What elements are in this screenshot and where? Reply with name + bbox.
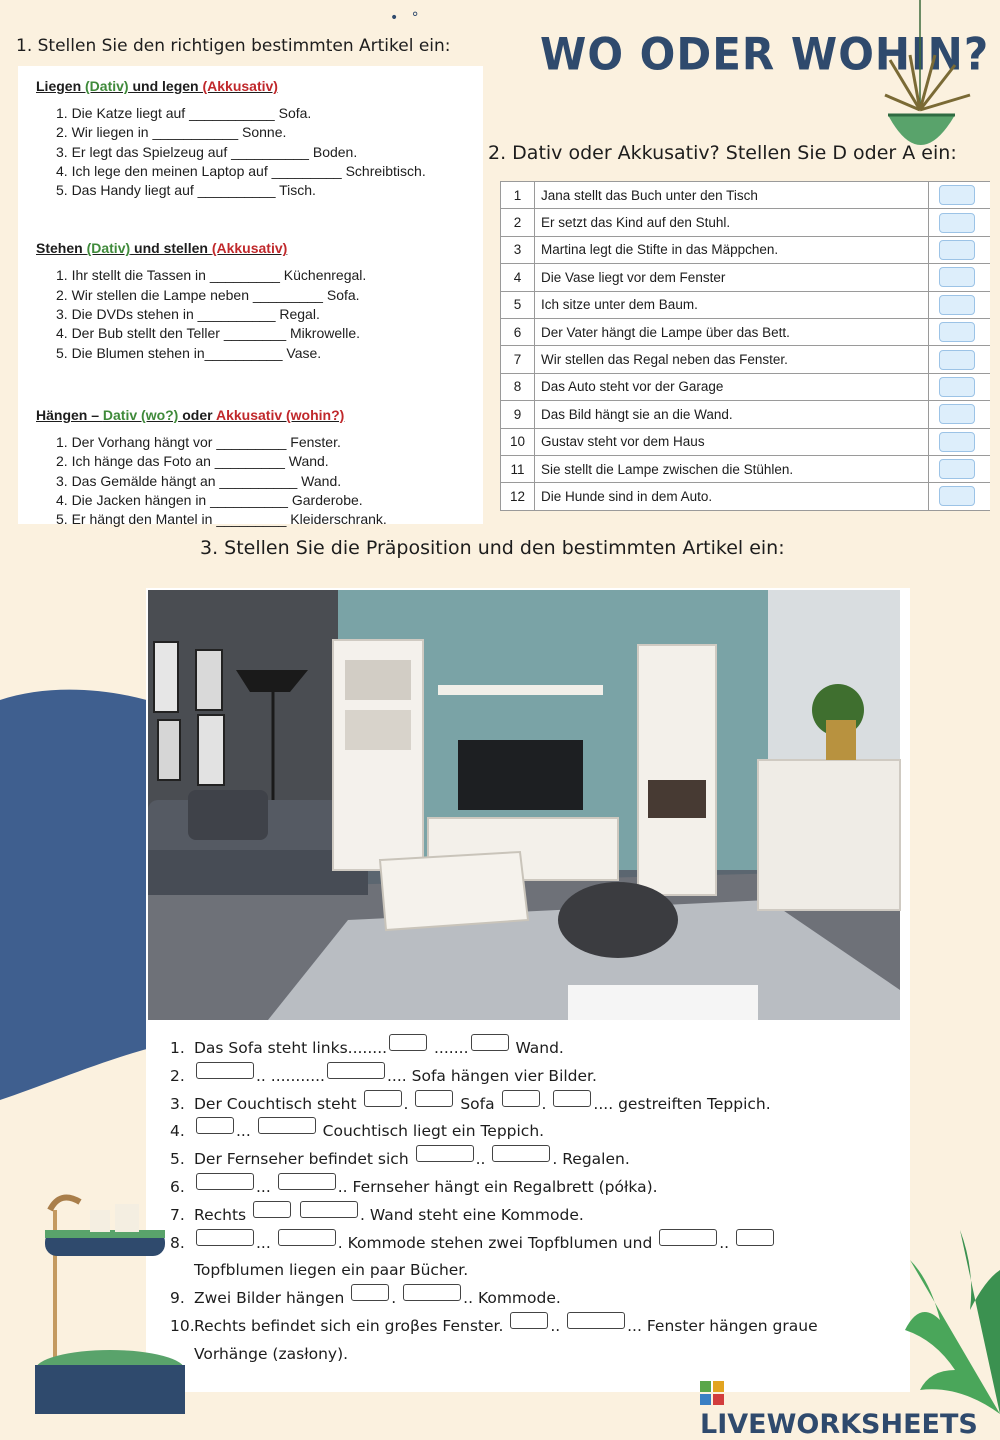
answer-box[interactable] [196,1173,254,1190]
dativ-label: Dativ (wo?) [102,406,179,423]
row-sentence: Wir stellen das Regal neben das Fenster. [535,346,929,373]
task2-heading: 2. Dativ oder Akkusativ? Stellen Sie D oder A ein: [488,142,957,164]
section-title-part: oder [178,406,216,423]
exercise-item: 2. Ich hänge das Foto an _________ Wand. [56,453,329,470]
line-text: Sofa hängen vier Bilder. [411,1066,597,1085]
section-title [36,78,465,94]
answer-cell [928,483,990,510]
line-text: gestreiften Teppich. [618,1094,771,1113]
row-sentence: Der Vater hängt die Lampe über das Bett. [535,318,929,345]
living-room-photo [148,590,900,1020]
answer-box[interactable] [415,1090,453,1107]
line-text: Wand. [515,1039,564,1057]
item-number: 9. [170,1289,185,1308]
exercise-line: 5. Der Fernseher befindet sich .. . Regalen. [170,1146,890,1174]
answer-cell [928,401,990,428]
answer-box[interactable] [659,1229,717,1246]
table-row [501,264,991,291]
line-text: Rechts [194,1205,247,1224]
answer-box[interactable] [253,1201,291,1218]
exercise-item: 4. Die Jacken hängen in __________ Garderobe. [56,491,363,508]
table-row [501,455,991,482]
answer-cell [928,318,990,345]
exercise-line: 1. Das Sofa steht links........ ....... Wand. [170,1035,890,1063]
table-row [501,209,991,236]
answer-cell [928,455,990,482]
answer-input[interactable] [939,240,975,260]
answer-box[interactable] [196,1117,234,1134]
item-number: 6. [170,1177,185,1196]
row-number: 10 [501,428,535,455]
table-row [501,236,991,263]
item-number: 1. [170,1039,185,1057]
line-text: Der Fernseher befindet sich [194,1150,409,1169]
row-number: 5 [501,291,535,318]
logo-icon [700,1381,724,1405]
line-text: Zwei Bilder hängen [194,1289,345,1308]
logo-text: LIVEWORKSHEETS [700,1409,978,1440]
row-number: 11 [501,455,535,482]
exercise-line: 8. ... . Kommode stehen zwei Topfblumen und .. [170,1230,890,1258]
row-number: 12 [501,483,535,510]
line-text: Kommode. [477,1289,561,1308]
row-number: 6 [501,318,535,345]
exercise-line: 4. ... Couchtisch liegt ein Teppich. [170,1118,890,1146]
answer-box[interactable] [502,1090,540,1107]
answer-input[interactable] [939,486,975,506]
row-sentence: Ich sitze unter dem Baum. [535,291,929,318]
exercise-item: 3. Das Gemälde hängt an __________ Wand. [56,472,342,489]
answer-box[interactable] [389,1034,427,1051]
row-sentence: Das Auto steht vor der Garage [535,373,929,400]
exercise-line: 7. Rechts . Wand steht eine Kommode. [170,1202,890,1230]
line-text: Rechts befindet sich ein groβes Fenster. [194,1316,504,1335]
section-title-part: Liegen [36,78,86,94]
answer-cell [928,346,990,373]
item-number: 7. [170,1205,185,1224]
liveworksheets-logo [700,1378,1000,1440]
row-sentence: Die Hunde sind in dem Auto. [535,483,929,510]
row-sentence: Martina legt die Stifte in das Mäppchen. [535,236,929,263]
table-row [501,373,991,400]
task3-exercises [170,1035,890,1369]
section-title-part: Stehen [36,240,87,257]
exercise-item: 2. Wir stellen die Lampe neben _________ Sofa. [56,286,360,303]
page-title: WO ODER WOHIN? [540,28,990,81]
exercise-item: 1. Die Katze liegt auf ___________ Sofa. [56,105,312,121]
table-row [501,428,991,455]
answer-input[interactable] [939,432,975,452]
exercise-item: 1. Ihr stellt die Tassen in _________ Küchenregal. [56,267,367,284]
dativ-label: (Dativ) [86,240,131,257]
exercise-list [56,104,465,200]
answer-input[interactable] [939,295,975,315]
answer-cell [928,428,990,455]
exercise-line-continued: Vorhänge (zasłony). [194,1344,349,1363]
answer-box[interactable] [416,1145,474,1162]
row-number: 9 [501,401,535,428]
answer-input[interactable] [939,267,975,287]
line-text: Fernseher hängt ein Regalbrett (półka). [352,1177,658,1196]
exercise-line: 6. ... .. Fernseher hängt ein Regalbrett (półka). [170,1174,890,1202]
row-sentence: Er setzt das Kind auf den Stuhl. [535,209,929,236]
answer-box[interactable] [196,1229,254,1246]
answer-input[interactable] [939,213,975,233]
exercise-item: 3. Er legt das Spielzeug auf __________ Boden. [56,143,358,160]
exercise-item: 3. Die DVDs stehen in __________ Regal. [56,306,320,323]
line-text: Sofa [460,1094,495,1113]
exercise-item: 5. Er hängt den Mantel in _________ Kleiderschrank. [56,511,387,528]
exercise-item: 4. Ich lege den meinen Laptop auf _________ Schreibtisch. [56,162,426,179]
answer-box[interactable] [510,1312,548,1329]
answer-box[interactable] [553,1090,591,1107]
row-number: 8 [501,373,535,400]
task1-card [18,66,483,528]
row-number: 7 [501,346,535,373]
exercise-line: 3. Der Couchtisch steht . Sofa . .... gestreiften Teppich. [170,1091,890,1119]
exercise-item: 2. Wir liegen in ___________ Sonne. [56,124,287,141]
answer-box[interactable] [278,1173,336,1190]
row-number: 3 [501,236,535,263]
table-row [501,401,991,428]
table-row [501,483,991,510]
row-number: 4 [501,264,535,291]
answer-cell [928,264,990,291]
answer-box[interactable] [258,1117,316,1134]
exercise-item: 1. Der Vorhang hängt vor _________ Fenster. [56,433,341,450]
section-title [36,407,465,423]
answer-box[interactable] [471,1034,509,1051]
row-number: 1 [501,182,535,209]
exercise-item: 4. Der Bub stellt den Teller ________ Mikrowelle. [56,325,361,342]
line-text: Das Sofa steht links [194,1039,348,1057]
exercise-list [56,433,465,529]
item-number: 5. [170,1150,185,1169]
exercise-line: 10.Rechts befindet sich ein groβes Fenster. .. ... Fenster hängen graue [170,1313,890,1341]
akkusativ-label: (Akkusativ) [211,240,288,257]
answer-input[interactable] [939,322,975,342]
line-text: Fenster hängen graue [646,1316,818,1335]
section-title-part: und legen [128,78,203,94]
task2-table [500,181,990,511]
exercise-item: 5. Das Handy liegt auf __________ Tisch. [56,182,316,199]
task3-heading: 3. Stellen Sie die Präposition und den bestimmten Artikel ein: [200,537,785,559]
exercise-item: 5. Die Blumen stehen in__________ Vase. [56,344,322,361]
answer-box[interactable] [327,1062,385,1079]
line-text: Wand steht eine Kommode. [369,1205,584,1224]
answer-input[interactable] [939,459,975,479]
row-sentence: Die Vase liegt vor dem Fenster [535,264,929,291]
answer-box[interactable] [403,1284,461,1301]
akkusativ-label: Akkusativ (wohin?) [215,406,345,423]
task3-card [146,588,910,1392]
answer-cell [928,209,990,236]
table-row [501,318,991,345]
exercise-list [56,266,465,362]
decorative-dots: • ° [390,10,419,26]
answer-input[interactable] [939,404,975,424]
task1-heading: 1. Stellen Sie den richtigen bestimmten Artikel ein: [16,36,451,56]
answer-input[interactable] [939,350,975,370]
answer-box[interactable] [492,1145,550,1162]
section-title-part: und stellen [130,240,212,257]
exercise-line: 9. Zwei Bilder hängen . .. Kommode. [170,1285,890,1313]
item-number: 4. [170,1122,185,1141]
table-row [501,346,991,373]
row-sentence: Gustav steht vor dem Haus [535,428,929,455]
answer-input[interactable] [939,377,975,397]
line-text: Couchtisch liegt ein Teppich. [322,1122,545,1141]
answer-box[interactable] [300,1201,358,1218]
answer-cell [928,182,990,209]
line-text: Regalen. [562,1150,630,1169]
section-title-part: Hängen – [36,406,103,423]
section-title [36,240,465,256]
answer-box[interactable] [567,1312,625,1329]
answer-input[interactable] [939,185,975,205]
answer-box[interactable] [196,1062,254,1079]
answer-box[interactable] [736,1229,774,1246]
answer-box[interactable] [364,1090,402,1107]
row-number: 2 [501,209,535,236]
item-number: 10. [170,1316,195,1335]
table-row [501,291,991,318]
line-text: Der Couchtisch steht [194,1094,357,1113]
answer-box[interactable] [351,1284,389,1301]
row-sentence: Jana stellt das Buch unter den Tisch [535,182,929,209]
row-sentence: Das Bild hängt sie an die Wand. [535,401,929,428]
basket-decoration-icon [30,1190,180,1414]
line-text: Kommode stehen zwei Topfblumen und [347,1233,653,1252]
answer-cell [928,236,990,263]
answer-cell [928,291,990,318]
item-number: 2. [170,1066,185,1085]
exercise-line-continued: Topfblumen liegen ein paar Bücher. [194,1261,469,1280]
item-number: 8. [170,1233,185,1252]
answer-cell [928,373,990,400]
dativ-label: (Dativ) [85,78,129,94]
table-row [501,182,991,209]
item-number: 3. [170,1094,185,1113]
row-sentence: Sie stellt die Lampe zwischen die Stühlen. [535,455,929,482]
akkusativ-label: (Akkusativ) [202,78,278,94]
exercise-line: 2. .. ........... .... Sofa hängen vier Bilder. [170,1063,890,1091]
answer-box[interactable] [278,1229,336,1246]
